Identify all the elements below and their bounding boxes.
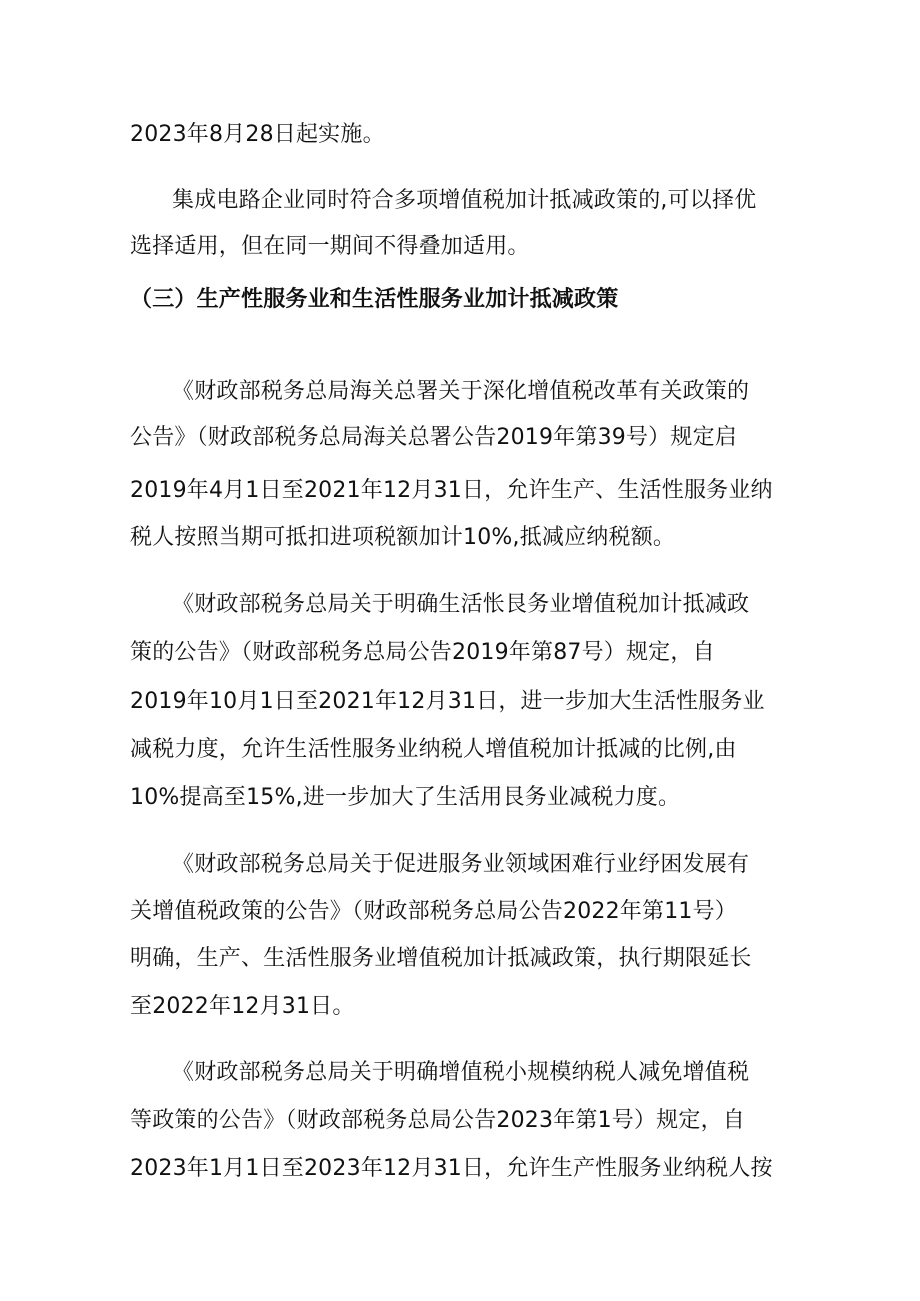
paragraph-3-line-2: 公告》（财政部税务总局海关总署公告2019年第39号）规定启 <box>130 425 737 450</box>
paragraph-6-line-1: 《财政部税务总局关于明确增值税小规模纳税人减免增值税 <box>172 1060 750 1085</box>
paragraph-4-line-4: 减税力度，允许生活性服务业纳税人增值税加计抵减的比例,由 <box>130 737 737 762</box>
paragraph-6-line-2: 等政策的公告》（财政部税务总局公告2023年第1号）规定，自 <box>130 1108 745 1133</box>
paragraph-4-line-5: 10%提高至15%,进一步加大了生活用艮务业减税力度。 <box>130 785 681 810</box>
paragraph-5-line-1: 《财政部税务总局关于促进服务业领域困难行业纾困发展有 <box>172 852 750 877</box>
paragraph-4-line-1: 《财政部税务总局关于明确生活怅艮务业增值税加计抵减政 <box>172 592 750 617</box>
paragraph-4-line-3: 2019年10月1日至2021年12月31日，进一步加大生活性服务业 <box>130 689 765 714</box>
paragraph-5-line-3: 明确，生产、生活性服务业增值税加计抵减政策，执行期限延长 <box>130 946 752 971</box>
paragraph-2-line-2: 选择适用，但在同一期间不得叠加适用。 <box>130 234 530 259</box>
section-heading: （三）生产性服务业和生活性服务业加计抵减政策 <box>130 287 619 312</box>
paragraph-5-line-4: 至2022年12月31日。 <box>130 994 355 1019</box>
paragraph-3-line-3: 2019年4月1日至2021年12月31日，允许生产、生活性服务业纳 <box>130 478 773 503</box>
paragraph-2-line-1: 集成电路企业同时符合多项增值税加计抵减政策的,可以择优 <box>172 188 757 213</box>
paragraph-5-line-2: 关增值税政策的公告》（财政部税务总局公告2022年第11号） <box>130 899 737 924</box>
paragraph-3-line-4: 税人按照当期可抵扣进项税额加计10%,抵减应纳税额。 <box>130 525 676 550</box>
paragraph-4-line-2: 策的公告》（财政部税务总局公告2019年第87号）规定，自 <box>130 640 715 665</box>
paragraph-3-line-1: 《财政部税务总局海关总署关于深化增值税改革有关政策的 <box>172 379 750 404</box>
paragraph-1-line-1: 2023年8月28日起实施。 <box>130 122 385 147</box>
paragraph-6-line-3: 2023年1月1日至2023年12月31日，允许生产性服务业纳税人按 <box>130 1156 773 1181</box>
